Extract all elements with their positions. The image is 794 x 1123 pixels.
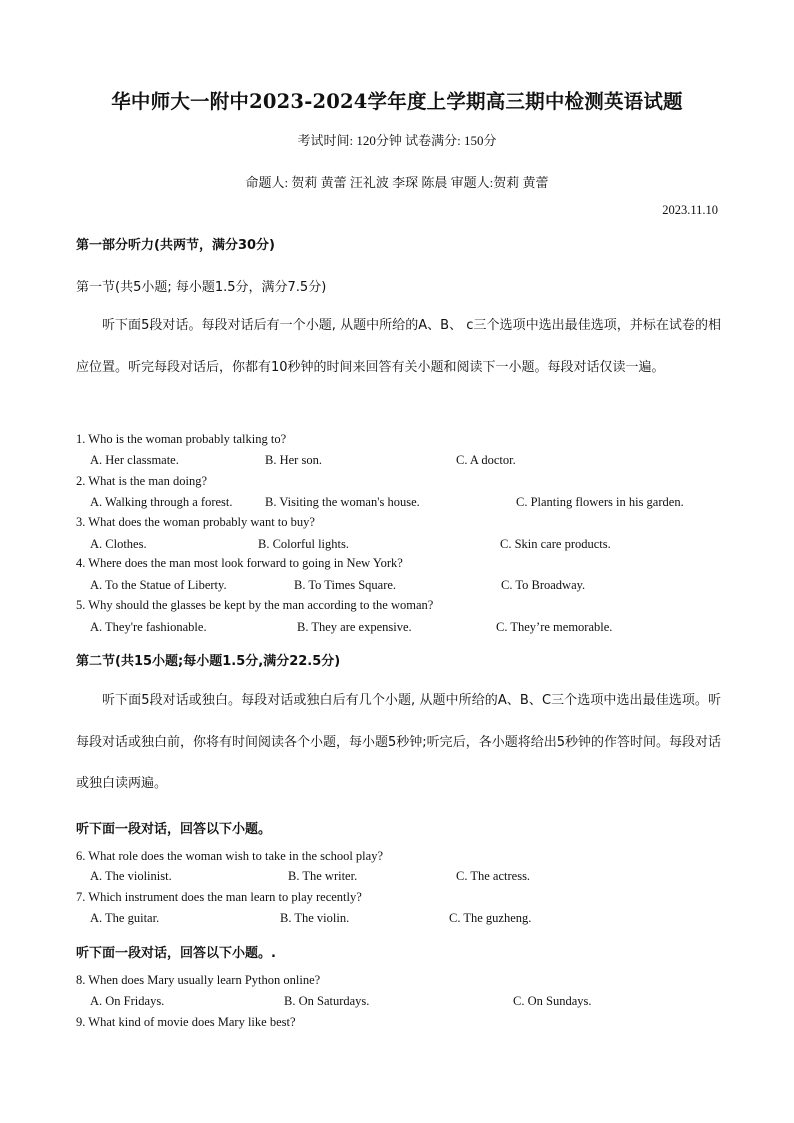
- section1-heading: 第一节(共5小题; 每小题1.5分，满分7.5分): [76, 280, 327, 295]
- option-a: A. On Fridays.: [90, 994, 165, 1008]
- option-c: C. They’re memorable.: [496, 620, 613, 634]
- section2-instructions: 听下面5段对话或独白。每段对话或独白后有几个小题, 从题中所给的A、B、C三个选项中选出最佳选项。听每段对话或独白前，你将有时间阅读各个小题，每小题5秒钟;听完后，各小题将给出5秒钟的作答时间。每段对话或独白读两遍。: [76, 693, 721, 791]
- part1-heading: 第一部分听力(共两节，满分30分): [76, 238, 275, 253]
- question-stem: 8. When does Mary usually learn Python online?: [76, 973, 321, 987]
- question-stem: 7. Which instrument does the man learn to play recently?: [76, 890, 362, 904]
- exam-authors: 命题人: 贺莉 黄蕾 汪礼波 李琛 陈晨 审题人:贺莉 黄蕾: [245, 175, 549, 190]
- option-c: C. The actress.: [456, 869, 531, 883]
- exam-date: 2023.11.10: [662, 203, 718, 217]
- option-b: B. To Times Square.: [294, 578, 397, 592]
- question-stem: 9. What kind of movie does Mary like best?: [76, 1015, 296, 1029]
- section2-heading: 第二节(共15小题;每小题1.5分,满分22.5分): [76, 654, 341, 669]
- option-c: C. Skin care products.: [500, 537, 611, 551]
- question-stem: 6. What role does the woman wish to take in the school play?: [76, 849, 383, 863]
- question-stem: 5. Why should the glasses be kept by the man according to the woman?: [76, 598, 434, 612]
- option-b: B. The violin.: [280, 911, 350, 925]
- option-c: C. On Sundays.: [513, 994, 592, 1008]
- option-c: C. Planting flowers in his garden.: [516, 495, 684, 509]
- question-stem: 3. What does the woman probably want to buy?: [76, 515, 315, 529]
- option-b: B. On Saturdays.: [284, 994, 370, 1008]
- question-stem: 1. Who is the woman probably talking to?: [76, 432, 287, 446]
- option-a: A. To the Statue of Liberty.: [90, 578, 227, 592]
- option-c: C. To Broadway.: [501, 578, 586, 592]
- exam-time-score: 考试时间: 120分钟 试卷满分: 150分: [297, 133, 497, 148]
- option-b: B. Colorful lights.: [258, 537, 349, 551]
- option-a: A. Walking through a forest.: [90, 495, 233, 509]
- option-a: A. The violinist.: [90, 869, 172, 883]
- option-b: B. The writer.: [288, 869, 358, 883]
- option-a: A. Her classmate.: [90, 453, 179, 467]
- option-a: A. They're fashionable.: [90, 620, 207, 634]
- option-a: A. The guitar.: [90, 911, 160, 925]
- option-c: C. The guzheng.: [449, 911, 532, 925]
- question-stem: 4. Where does the man most look forward to going in New York?: [76, 556, 403, 570]
- question-stem: 2. What is the man doing?: [76, 474, 207, 488]
- option-b: B. Her son.: [265, 453, 322, 467]
- section1-instructions: 听下面5段对话。每段对话后有一个小题, 从题中所给的A、B、 c三个选项中选出最佳选项，并标在试卷的相应位置。听完每段对话后，你都有10秒钟的时间来回答有关小题和阅读下一小题。每段对话仅读一遍。: [76, 318, 721, 375]
- listening-instruction: 听下面一段对话，回答以下小题。.: [76, 946, 276, 961]
- option-c: C. A doctor.: [456, 453, 516, 467]
- exam-title: 华中师大一附中2023-2024学年度上学期高三期中检测英语试题: [111, 90, 683, 113]
- option-a: A. Clothes.: [90, 537, 147, 551]
- listening-instruction: 听下面一段对话，回答以下小题。: [76, 822, 272, 837]
- option-b: B. Visiting the woman's house.: [265, 495, 420, 509]
- option-b: B. They are expensive.: [297, 620, 412, 634]
